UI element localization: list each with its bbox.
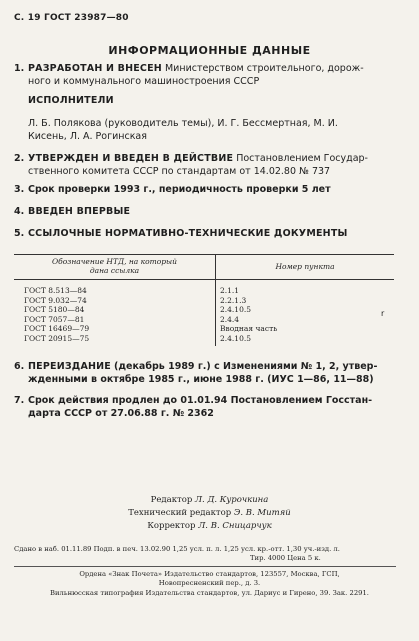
row-clause: 2.4.10.5 xyxy=(220,305,252,315)
reference-table xyxy=(14,254,394,346)
credit-corrector-label: Корректор xyxy=(147,521,196,531)
section-1-caption: РАЗРАБОТАН И ВНЕСЕН xyxy=(28,63,162,74)
table-row xyxy=(14,324,394,334)
footer-divider xyxy=(14,566,396,567)
section-5-number: 5. xyxy=(14,228,25,239)
section-3-number: 3. xyxy=(14,184,25,195)
imprint-line: Сдано в наб. 01.11.89 Подп. в печ. 13.02.90 1,25 усл. п. л. 1,25 усл. кр.-отт. 1,30 уч.-изд. л. xyxy=(14,545,340,553)
section-4-number: 4. xyxy=(14,206,25,217)
section-1-number: 1. xyxy=(14,63,25,74)
credit-editor-name: Л. Д. Курочкина xyxy=(194,495,269,505)
section-4-caption: ВВЕДЕН ВПЕРВЫЕ xyxy=(28,206,131,217)
section-7-number: 7. xyxy=(14,395,25,406)
reference-table-col-document xyxy=(14,255,216,280)
section-1-executors xyxy=(14,95,114,108)
row-clause: 2.4.10.5 xyxy=(220,333,252,343)
table-row xyxy=(14,334,394,346)
credit-tech-label: Технический редактор xyxy=(128,508,232,518)
section-6 xyxy=(14,361,377,386)
section-6-text-line1: (декабрь 1989 г.) с Изменениями № 1, 2, утвер- xyxy=(114,361,378,372)
table-row xyxy=(14,280,394,296)
section-5 xyxy=(14,228,348,241)
section-2-text-line1: Постановлением Государ- xyxy=(236,153,368,164)
row-document: ГОСТ 8.513—84 xyxy=(14,280,216,296)
reference-table-header xyxy=(14,255,394,280)
table-row xyxy=(14,315,394,325)
margin-mark: r xyxy=(381,309,385,318)
credit-editor xyxy=(0,495,419,505)
page-header: С. 19 ГОСТ 23987—80 xyxy=(14,13,129,23)
row-clause: 2.2.1.3 xyxy=(220,295,247,305)
section-6-number: 6. xyxy=(14,361,25,372)
section-3-text: Срок проверки 1993 г., периодичность проверки 5 лет xyxy=(28,184,331,195)
reference-table-col-clause: Номер пункта xyxy=(216,255,395,280)
section-7-text-line1: Срок действия продлен до 01.01.94 Постановлением Госстан- xyxy=(28,395,373,406)
col-document-header-line1: Обозначение НТД, на который xyxy=(51,257,177,266)
section-1-text-line1: Министерством строительного, дорож- xyxy=(164,63,364,74)
col-document-header-line2: дана ссылка xyxy=(89,266,140,275)
section-1 xyxy=(14,63,364,88)
executors-line2: Кисень, Л. А. Рогинская xyxy=(28,130,147,142)
section-7-text-line2: дарта СССР от 27.06.88 г. № 2362 xyxy=(28,407,214,419)
executors-line1: Л. Б. Полякова (руководитель темы), И. Г. Бессмертная, М. И. xyxy=(28,118,338,129)
table-row xyxy=(14,305,394,315)
section-2-text-line2: ственного комитета СССР по стандартам от 14.02.80 № 737 xyxy=(28,165,331,177)
section-1-text-line2: ного и коммунального машиностроения СССР xyxy=(28,75,260,87)
row-clause: 2.1.1 xyxy=(220,286,240,295)
section-2-caption: УТВЕРЖДЕН И ВВЕДЕН В ДЕЙСТВИЕ xyxy=(28,153,234,164)
section-7 xyxy=(14,395,372,420)
row-clause: 2.4.4 xyxy=(220,314,240,324)
credit-corrector-name: Л. В. Сницарчук xyxy=(198,521,272,531)
credit-corrector xyxy=(0,521,419,531)
footer-printer-line: Вильнюсская типография Издательства стандартов, ул. Дариус и Гирено, 39. Зак. 2291. xyxy=(50,589,369,597)
footer-publisher-line1: Ордена «Знак Почета» Издательство стандартов, 123557, Москва, ГСП, xyxy=(79,570,340,578)
credit-tech-editor xyxy=(0,508,419,518)
row-document: ГОСТ 5180—84 xyxy=(14,305,216,315)
row-document: ГОСТ 7057—81 xyxy=(14,315,216,325)
credit-tech-name: Э. В. Митяй xyxy=(233,508,291,518)
footer-publisher-line2: Новопресненский пер., д. 3. xyxy=(158,579,261,587)
section-2-number: 2. xyxy=(14,153,25,164)
imprint-line2: Тир. 4000 Цена 5 к. xyxy=(250,554,321,562)
table-row xyxy=(14,296,394,306)
row-clause: Вводная часть xyxy=(220,324,278,334)
section-4 xyxy=(14,206,130,219)
section-3 xyxy=(14,184,331,197)
credit-editor-label: Редактор xyxy=(150,495,193,505)
section-5-caption: ССЫЛОЧНЫЕ НОРМАТИВНО-ТЕХНИЧЕСКИЕ ДОКУМЕНТЫ xyxy=(28,228,348,239)
section-6-caption: ПЕРЕИЗДАНИЕ xyxy=(28,361,111,372)
page-title: ИНФОРМАЦИОННЫЕ ДАННЫЕ xyxy=(108,44,311,57)
row-document: ГОСТ 20915—75 xyxy=(14,334,216,346)
row-document: ГОСТ 9.032—74 xyxy=(14,296,216,306)
row-document: ГОСТ 16469—79 xyxy=(14,324,216,334)
section-6-text-line2: жденными в октябре 1985 г., июне 1988 г. (ИУС 1—86, 11—88) xyxy=(28,373,374,385)
section-2 xyxy=(14,153,368,178)
executors-caption: ИСПОЛНИТЕЛИ xyxy=(28,95,114,106)
section-1-executors-list xyxy=(14,118,338,143)
